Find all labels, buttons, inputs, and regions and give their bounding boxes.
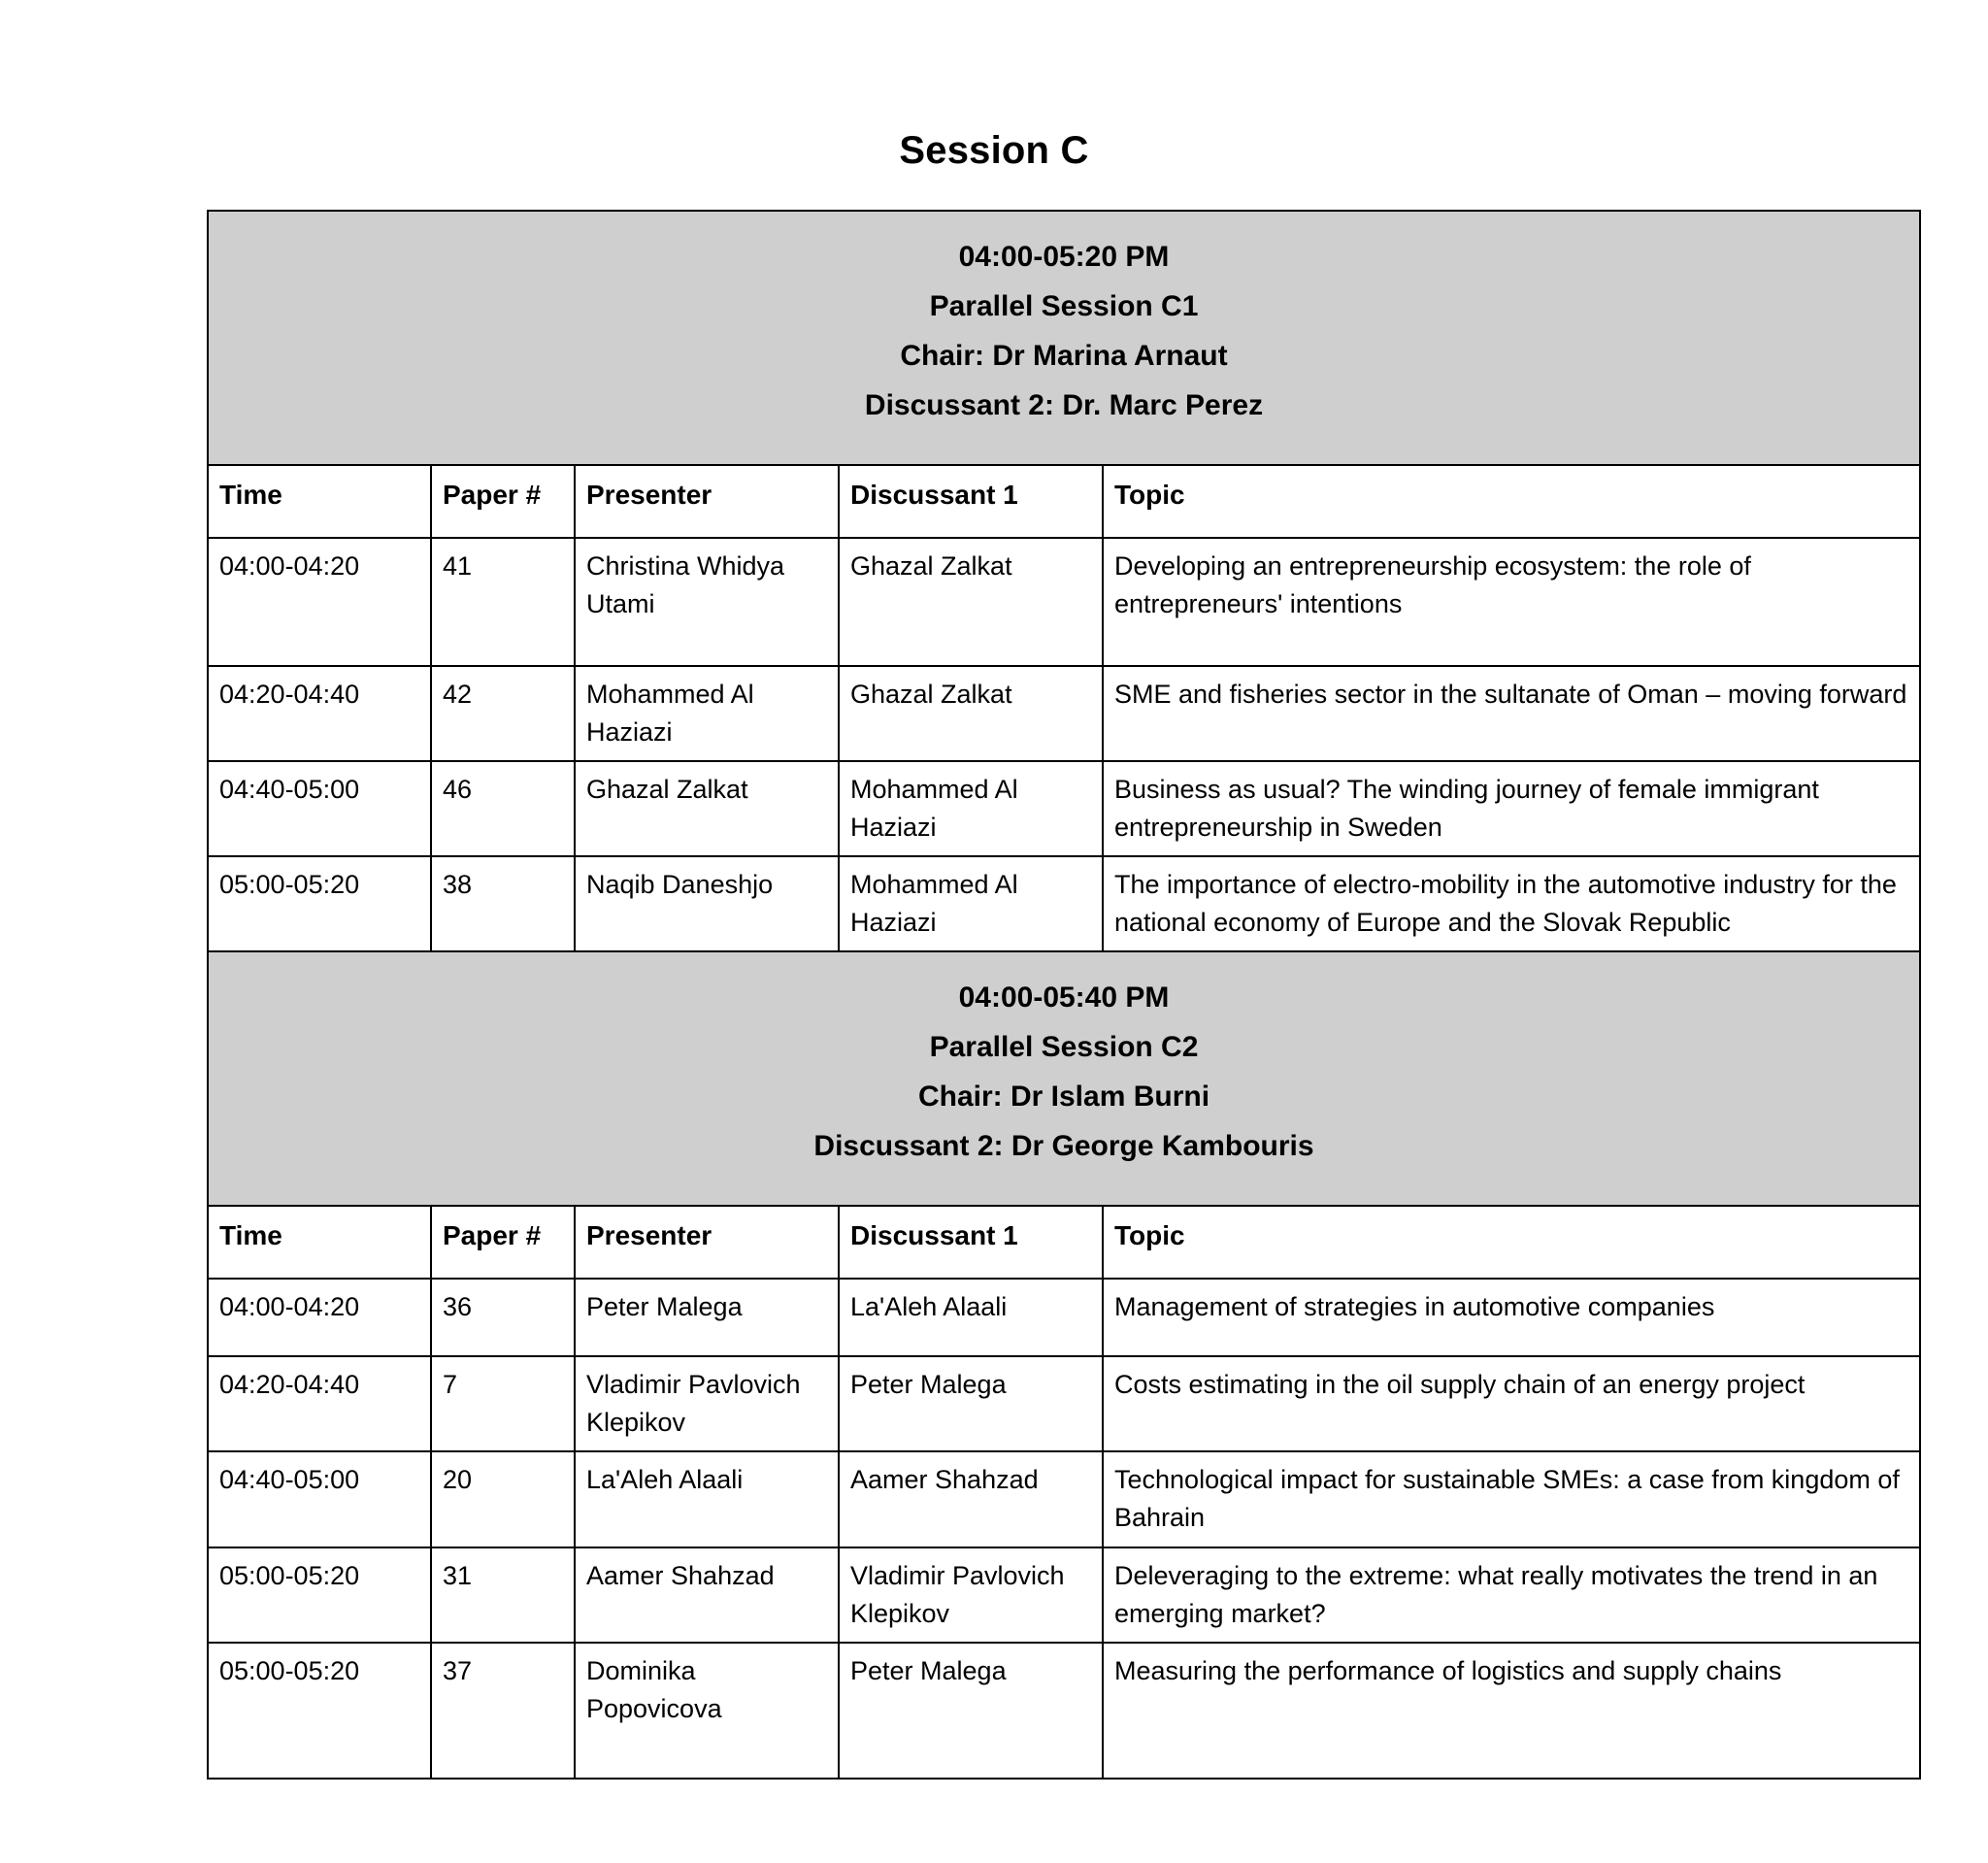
cell-presenter: Aamer Shahzad [575, 1547, 839, 1643]
cell-discussant1: Vladimir Pavlovich Klepikov [839, 1547, 1103, 1643]
session-schedule-table [207, 210, 1921, 1780]
column-header-topic: Topic [1103, 1206, 1920, 1279]
column-header-discussant1: Discussant 1 [839, 465, 1103, 538]
cell-paper: 41 [431, 538, 575, 666]
cell-discussant1: Mohammed Al Haziazi [839, 856, 1103, 951]
session-chair: Chair: Dr Islam Burni [917, 1081, 1210, 1114]
cell-time: 04:20-04:40 [208, 666, 431, 761]
session-banner-cell [208, 951, 1920, 1206]
cell-discussant1: Aamer Shahzad [839, 1451, 1103, 1547]
cell-discussant1: Ghazal Zalkat [839, 666, 1103, 761]
cell-paper: 31 [431, 1547, 575, 1643]
cell-presenter: Dominika Popovicova [575, 1643, 839, 1779]
session-discussant2: Discussant 2: Dr George Kambouris [813, 1130, 1314, 1163]
cell-discussant1: Peter Malega [839, 1643, 1103, 1779]
session-name: Parallel Session C1 [929, 290, 1199, 322]
cell-presenter: Christina Whidya Utami [575, 538, 839, 666]
cell-topic: Developing an entrepreneurship ecosystem: the role of entrepreneurs' intentions [1103, 538, 1920, 666]
cell-presenter: Vladimir Pavlovich Klepikov [575, 1356, 839, 1451]
cell-time: 04:00-04:20 [208, 538, 431, 666]
table-row [208, 538, 1920, 666]
table-row [208, 1643, 1920, 1779]
session-discussant2: Discussant 2: Dr. Marc Perez [864, 389, 1264, 421]
cell-topic: Technological impact for sustainable SMEs: a case from kingdom of Bahrain [1103, 1451, 1920, 1547]
cell-topic: Deleveraging to the extreme: what really motivates the trend in an emerging market? [1103, 1547, 1920, 1643]
cell-paper: 36 [431, 1279, 575, 1356]
cell-paper: 38 [431, 856, 575, 951]
page-bottom-margin [0, 1780, 1988, 1863]
cell-paper: 7 [431, 1356, 575, 1451]
cell-time: 05:00-05:20 [208, 1547, 431, 1643]
session-time-range: 04:00-05:40 PM [958, 981, 1170, 1015]
table-row [208, 1451, 1920, 1547]
column-header-paper: Paper # [431, 1206, 575, 1279]
cell-time: 04:20-04:40 [208, 1356, 431, 1451]
cell-paper: 42 [431, 666, 575, 761]
cell-time: 04:00-04:20 [208, 1279, 431, 1356]
cell-discussant1: Ghazal Zalkat [839, 538, 1103, 666]
cell-topic: Management of strategies in automotive companies [1103, 1279, 1920, 1356]
schedule-container [77, 210, 1911, 1780]
cell-paper: 20 [431, 1451, 575, 1547]
cell-topic: Costs estimating in the oil supply chain of an energy project [1103, 1356, 1920, 1451]
session-time-range: 04:00-05:20 PM [958, 241, 1170, 273]
page-title: Session C [899, 129, 1089, 172]
table-header-row-c1 [208, 465, 1920, 538]
session-banner-c2 [208, 951, 1920, 1206]
cell-presenter: Ghazal Zalkat [575, 761, 839, 856]
cell-discussant1: La'Aleh Alaali [839, 1279, 1103, 1356]
cell-time: 05:00-05:20 [208, 856, 431, 951]
cell-topic: Measuring the performance of logistics and supply chains [1103, 1643, 1920, 1779]
cell-time: 05:00-05:20 [208, 1643, 431, 1779]
session-banner-cell [208, 211, 1920, 465]
cell-paper: 37 [431, 1643, 575, 1779]
column-header-discussant1: Discussant 1 [839, 1206, 1103, 1279]
column-header-presenter: Presenter [575, 1206, 839, 1279]
cell-paper: 46 [431, 761, 575, 856]
cell-presenter: Mohammed Al Haziazi [575, 666, 839, 761]
column-header-time: Time [208, 1206, 431, 1279]
cell-topic: SME and fisheries sector in the sultanate of Oman – moving forward [1103, 666, 1920, 761]
table-row [208, 1279, 1920, 1356]
column-header-presenter: Presenter [575, 465, 839, 538]
table-row [208, 666, 1920, 761]
cell-presenter: La'Aleh Alaali [575, 1451, 839, 1547]
cell-discussant1: Peter Malega [839, 1356, 1103, 1451]
cell-time: 04:40-05:00 [208, 761, 431, 856]
session-chair: Chair: Dr Marina Arnaut [900, 340, 1228, 372]
cell-presenter: Peter Malega [575, 1279, 839, 1356]
column-header-topic: Topic [1103, 465, 1920, 538]
column-header-paper: Paper # [431, 465, 575, 538]
table-header-row-c2 [208, 1206, 1920, 1279]
session-banner-c1 [208, 211, 1920, 465]
cell-time: 04:40-05:00 [208, 1451, 431, 1547]
cell-topic: The importance of electro-mobility in the automotive industry for the national economy of Europe and the Slovak Republic [1103, 856, 1920, 951]
cell-presenter: Naqib Daneshjo [575, 856, 839, 951]
column-header-time: Time [208, 465, 431, 538]
cell-topic: Business as usual? The winding journey of female immigrant entrepreneurship in Sweden [1103, 761, 1920, 856]
session-name: Parallel Session C2 [929, 1031, 1199, 1064]
table-row [208, 856, 1920, 951]
table-row [208, 761, 1920, 856]
table-row [208, 1356, 1920, 1451]
table-row [208, 1547, 1920, 1643]
cell-discussant1: Mohammed Al Haziazi [839, 761, 1103, 856]
